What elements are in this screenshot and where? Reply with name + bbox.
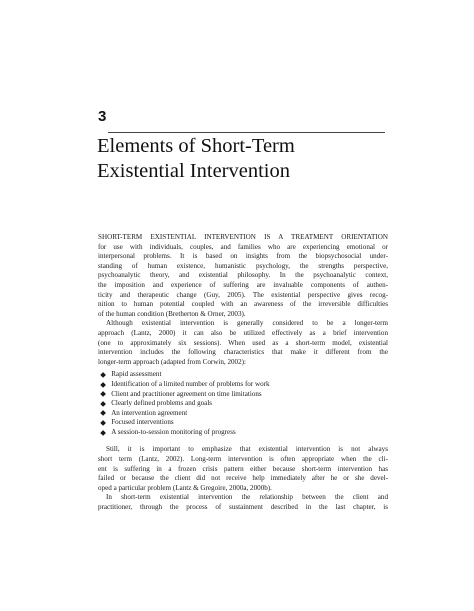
list-item-text: A session-to-session monitoring of progress <box>111 427 236 436</box>
chapter-number: 3 <box>98 108 107 125</box>
list-item <box>101 418 388 428</box>
chapter-title-line: Elements of Short-Term <box>97 135 295 157</box>
text-line: (one to approximately six sessions). When used as a short-term model, existential <box>98 338 388 347</box>
text-line: Still, it is important to emphasize that existential intervention is not always <box>106 445 388 454</box>
list-item-text: Identification of a limited number of problems for work <box>111 379 270 388</box>
diamond-bullet-icon <box>100 372 106 378</box>
chapter-title-line: Existential Intervention <box>97 160 290 182</box>
text-line: intervention includes the following characteristics that make it different from the <box>98 348 388 357</box>
text-line: of the human condition (Bretherton & Orner, 2003). <box>98 309 246 318</box>
text-line: psychoanalytic theory, and existential philosophy. In the psychoanalytic context, <box>98 271 388 280</box>
text-line: for use with individuals, couples, and families who are experiencing emotional or <box>98 242 388 251</box>
diamond-bullet-icon <box>100 391 106 397</box>
text-line: the imposition and experience of suffering are invaluable components of authen- <box>98 280 388 289</box>
paragraph-1 <box>98 233 388 319</box>
list-item <box>101 409 388 419</box>
diamond-bullet-icon <box>100 411 106 417</box>
list-item <box>101 380 388 390</box>
paragraph-4 <box>98 493 388 512</box>
diamond-bullet-icon <box>100 401 106 407</box>
paragraph-3 <box>98 445 388 493</box>
text-line: failed or because the client did not receive help immediately after he or she devel- <box>98 474 388 483</box>
text-line: In short-term existential intervention the relationship between the client and <box>106 493 388 502</box>
list-item <box>101 399 388 409</box>
text-line: longer-term approach (adapted from Corwin, 2002): <box>98 357 246 366</box>
list-item-text: Clearly defined problems and goals <box>111 399 213 408</box>
text-line: SHORT-TERM EXISTENTIAL INTERVENTION IS A TREATMENT ORIENTATION <box>98 233 388 241</box>
list-item-text: Client and practitioner agreement on time limitations <box>111 389 262 398</box>
text-line: oped a particular problem (Lantz & Gregoire, 2000a, 2000b). <box>98 483 272 492</box>
chapter-title <box>97 134 397 184</box>
text-line: nition to human potential coupled with an awareness of the irreversible difficulties <box>98 300 388 309</box>
list-item-text: An intervention agreement <box>111 408 188 417</box>
diamond-bullet-icon <box>100 430 106 436</box>
body-text <box>98 233 388 513</box>
text-line: ent is suffering in a frozen crisis pattern either because short-term intervention has <box>98 464 388 473</box>
list-item-text: Focused interventions <box>111 418 174 427</box>
text-line: ticity and therapeutic change (Guy, 2005). The existential perspective gives recog- <box>98 290 388 299</box>
list-item <box>101 370 388 380</box>
characteristics-list <box>98 370 388 437</box>
list-item-text: Rapid assessment <box>111 370 162 379</box>
diamond-bullet-icon <box>100 382 106 388</box>
list-item <box>101 428 388 438</box>
text-line: approach (Lantz, 2000) it can also be utilized effectively as a brief intervention <box>98 328 388 337</box>
paragraph-2 <box>98 319 388 367</box>
text-line: Although existential intervention is generally considered to be a longer-term <box>106 319 388 328</box>
diamond-bullet-icon <box>100 420 106 426</box>
text-line: practitioner, through the process of sustainment described in the last chapter, is <box>98 503 388 512</box>
list-item <box>101 390 388 400</box>
text-line: short term (Lantz, 2002). Long-term intervention is often appropriate when the cli- <box>98 455 388 464</box>
chapter-rule <box>108 132 385 133</box>
text-line: standing of human existence, humanistic psychology, the strengths perspective, <box>98 261 388 270</box>
text-line: interpersonal problems. It is based on insights from the biopsychosocial under- <box>98 252 388 261</box>
